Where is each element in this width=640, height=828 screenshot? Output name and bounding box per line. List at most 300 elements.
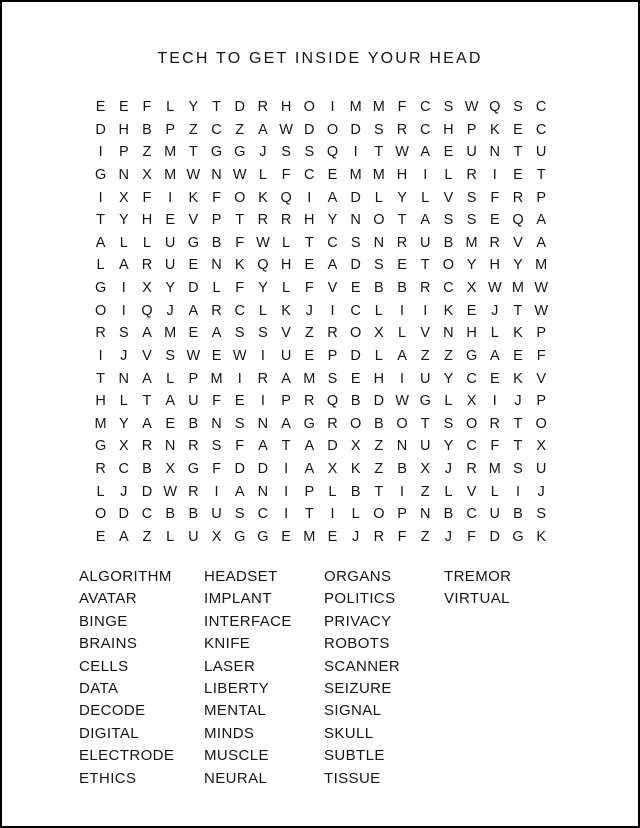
grid-letter: L (282, 234, 291, 251)
grid-letter: D (350, 121, 361, 138)
grid-letter: M (164, 325, 177, 342)
grid-letter: P (536, 325, 546, 342)
word-item: ORGANS (324, 568, 392, 585)
grid-letter: U (466, 144, 477, 161)
grid-letter: X (466, 280, 477, 296)
grid-letter: R (396, 234, 408, 251)
grid-letter: S (443, 212, 454, 229)
grid-letter: C (350, 302, 361, 319)
grid-letter: N (396, 438, 408, 455)
grid-letter: I (214, 483, 219, 500)
grid-letter: P (211, 212, 222, 229)
grid-letter: M (164, 166, 177, 183)
word-item: ELECTRODE (79, 747, 175, 765)
grid-letter: I (98, 347, 103, 364)
word-item: INTERFACE (204, 612, 292, 630)
grid-letter: N (489, 144, 501, 161)
grid-letter: C (466, 370, 477, 387)
word-item: HEADSET (204, 568, 278, 585)
grid-letter: S (118, 325, 129, 342)
grid-letter: I (284, 483, 289, 500)
grid-letter: T (513, 302, 523, 319)
grid-letter: A (118, 257, 129, 274)
grid-letter: T (281, 438, 291, 455)
grid-letter: O (535, 415, 547, 432)
grid-letter: F (212, 189, 221, 206)
grid-letter: R (188, 438, 199, 455)
grid-letter: B (188, 506, 199, 523)
grid-letter: S (234, 325, 245, 342)
word-list-column-1 (79, 566, 204, 790)
grid-letter: T (374, 144, 384, 161)
grid-letter: S (374, 121, 384, 138)
letter-grid (89, 96, 553, 549)
grid-letter: V (466, 483, 477, 500)
puzzle-title: TECH TO GET INSIDE YOUR HEAD (157, 50, 483, 67)
grid-letter: N (373, 234, 385, 251)
grid-letter: E (304, 257, 315, 274)
grid-letter: U (419, 438, 431, 455)
grid-letter: R (327, 415, 338, 432)
grid-letter: W (256, 234, 270, 251)
grid-letter: N (211, 166, 222, 183)
grid-letter: F (212, 461, 221, 477)
grid-letter: E (211, 347, 222, 364)
grid-letter: W (232, 166, 247, 183)
grid-letter: S (466, 189, 477, 206)
grid-letter: I (98, 144, 103, 161)
grid-letter: U (419, 234, 431, 251)
grid-letter: X (536, 438, 546, 455)
grid-letter: C (535, 99, 547, 115)
grid-letter: O (326, 121, 339, 138)
grid-letter: A (420, 212, 431, 229)
grid-letter: M (511, 280, 525, 296)
grid-letter: T (397, 212, 407, 229)
grid-letter: I (492, 393, 497, 410)
grid-letter: F (490, 438, 500, 455)
grid-letter: E (118, 99, 129, 115)
grid-letter: D (489, 528, 501, 545)
grid-letter: C (234, 302, 245, 319)
grid-letter: P (327, 347, 338, 364)
grid-letter: S (327, 370, 338, 387)
grid-letter: H (280, 257, 292, 274)
grid-letter: L (397, 325, 407, 342)
grid-letter: T (188, 144, 198, 161)
grid-letter: T (304, 506, 314, 523)
grid-letter: A (118, 528, 129, 545)
grid-letter: A (258, 438, 268, 455)
grid-letter: H (466, 325, 477, 342)
grid-letter: G (234, 144, 246, 161)
grid-letter: O (442, 257, 455, 274)
grid-letter: S (466, 212, 477, 229)
grid-letter: I (168, 189, 173, 206)
grid-letter: L (374, 302, 383, 319)
grid-letter: Z (420, 347, 430, 364)
grid-letter: A (304, 438, 315, 455)
grid-letter: C (443, 280, 454, 296)
grid-letter: O (396, 415, 408, 432)
grid-letter: S (350, 234, 361, 251)
grid-letter: D (350, 257, 361, 274)
grid-letter: R (466, 166, 477, 183)
grid-letter: E (489, 370, 500, 387)
grid-letter: R (396, 121, 408, 138)
grid-letter: N (118, 370, 130, 387)
grid-letter: T (513, 438, 523, 455)
grid-letter: E (466, 302, 477, 319)
grid-letter: X (118, 189, 129, 206)
word-item: IMPLANT (204, 590, 272, 608)
grid-letter: W (279, 121, 293, 138)
grid-letter: T (420, 415, 430, 432)
grid-letter: R (141, 257, 153, 274)
grid-letter: R (373, 528, 385, 545)
grid-letter: I (330, 99, 335, 115)
grid-letter: T (96, 212, 106, 229)
grid-letter: W (186, 347, 201, 364)
grid-letter: Y (466, 257, 477, 274)
grid-letter: L (374, 189, 383, 206)
grid-letter: O (465, 415, 478, 432)
grid-letter: P (118, 144, 129, 161)
grid-letter: Z (420, 483, 430, 500)
grid-letter: N (257, 483, 269, 500)
grid-letter: F (490, 189, 500, 206)
grid-letter: S (234, 506, 245, 523)
grid-letter: Q (141, 302, 153, 319)
grid-letter: I (330, 302, 335, 319)
grid-letter: L (166, 370, 175, 387)
grid-letter: C (304, 166, 315, 183)
grid-letter: B (513, 506, 523, 523)
word-item: ALGORITHM (79, 568, 172, 585)
grid-letter: O (350, 415, 362, 432)
grid-letter: D (350, 347, 361, 364)
grid-letter: U (211, 506, 222, 523)
grid-letter: F (536, 347, 546, 364)
grid-letter: T (374, 483, 384, 500)
grid-letter: A (165, 393, 175, 410)
word-item: LIBERTY (204, 679, 270, 697)
grid-letter: L (328, 483, 337, 500)
grid-letter: I (423, 166, 428, 183)
grid-letter: M (349, 166, 362, 183)
word-item: DIGITAL (79, 724, 140, 742)
grid-letter: J (120, 483, 128, 500)
grid-letter: D (188, 280, 199, 296)
grid-letter: M (94, 415, 107, 432)
grid-letter: B (397, 461, 407, 477)
grid-letter: G (257, 528, 269, 545)
grid-letter: A (420, 144, 431, 161)
grid-letter: H (118, 121, 130, 138)
grid-letter: Z (374, 461, 384, 477)
grid-letter: B (374, 280, 384, 296)
grid-letter: I (284, 461, 289, 477)
grid-letter: T (513, 415, 523, 432)
grid-letter: R (466, 461, 477, 477)
grid-letter: S (374, 257, 384, 274)
grid-letter: O (350, 325, 362, 342)
grid-letter: I (98, 189, 103, 206)
grid-letter: C (327, 234, 338, 251)
grid-letter: M (349, 99, 362, 115)
word-item: BRAINS (79, 635, 138, 653)
grid-letter: B (350, 393, 361, 410)
grid-letter: K (188, 189, 199, 206)
grid-letter: M (535, 257, 548, 274)
grid-letter: W (395, 144, 409, 161)
grid-letter: R (257, 99, 269, 115)
grid-letter: R (95, 461, 106, 477)
grid-letter: F (235, 438, 245, 455)
grid-letter: A (188, 302, 199, 319)
grid-letter: L (421, 189, 430, 206)
grid-letter: D (304, 121, 315, 138)
grid-letter: K (350, 461, 361, 477)
grid-letter: B (397, 280, 407, 296)
grid-letter: W (464, 99, 479, 115)
grid-letter: O (94, 302, 107, 319)
word-item: PRIVACY (324, 612, 392, 630)
grid-letter: I (237, 370, 242, 387)
grid-letter: X (142, 280, 152, 296)
grid-letter: F (235, 234, 245, 251)
grid-letter: V (513, 234, 523, 251)
grid-letter: E (327, 528, 338, 545)
grid-letter: A (327, 257, 338, 274)
grid-letter: S (281, 144, 291, 161)
grid-letter: U (164, 234, 176, 251)
grid-letter: J (352, 528, 360, 545)
grid-letter: G (187, 461, 199, 477)
grid-letter: W (186, 166, 201, 183)
grid-letter: L (258, 166, 267, 183)
grid-letter: Q (512, 212, 524, 229)
grid-letter: E (281, 528, 291, 545)
grid-letter: S (513, 461, 523, 477)
grid-letter: T (536, 166, 546, 183)
grid-letter: X (327, 461, 338, 477)
grid-letter: A (536, 234, 546, 251)
grid-letter: O (94, 506, 107, 523)
grid-letter: Q (326, 144, 339, 161)
grid-letter: G (94, 166, 107, 183)
grid-letter: Y (188, 99, 199, 115)
grid-letter: I (353, 144, 358, 161)
grid-letter: V (142, 347, 152, 364)
grid-letter: I (423, 302, 428, 319)
grid-letter: R (489, 234, 501, 251)
grid-letter: E (443, 144, 454, 161)
grid-letter: J (305, 302, 313, 319)
grid-letter: V (443, 189, 454, 206)
grid-letter: R (280, 212, 292, 229)
grid-letter: G (465, 347, 478, 364)
grid-letter: E (513, 166, 523, 183)
grid-letter: S (211, 438, 222, 455)
word-item: DECODE (79, 702, 146, 720)
grid-letter: B (211, 234, 222, 251)
grid-letter: W (395, 393, 409, 410)
grid-letter: E (165, 212, 175, 229)
grid-letter: E (489, 212, 500, 229)
grid-letter: H (141, 212, 153, 229)
word-item: DATA (79, 679, 119, 697)
grid-letter: N (257, 415, 269, 432)
grid-letter: P (536, 393, 546, 410)
grid-letter: K (513, 325, 523, 342)
grid-letter: I (260, 393, 265, 410)
grid-letter: T (96, 370, 106, 387)
word-item: LASER (204, 657, 256, 675)
grid-letter: C (118, 461, 130, 477)
grid-letter: C (535, 121, 547, 138)
grid-letter: E (513, 347, 523, 364)
grid-letter: L (96, 257, 105, 274)
grid-letter: A (95, 234, 106, 251)
grid-letter: L (374, 347, 383, 364)
grid-letter: D (234, 99, 245, 115)
word-item: NEURAL (204, 769, 268, 787)
grid-letter: D (257, 461, 269, 477)
grid-letter: L (490, 483, 499, 500)
grid-letter: D (350, 189, 361, 206)
word-item: ETHICS (79, 769, 137, 787)
grid-letter: R (95, 325, 106, 342)
grid-letter: Q (489, 99, 501, 115)
grid-letter: J (514, 393, 522, 410)
grid-letter: M (372, 166, 385, 183)
grid-letter: L (212, 280, 221, 296)
grid-letter: J (259, 144, 267, 161)
grid-letter: L (258, 302, 267, 319)
grid-letter: S (304, 144, 315, 161)
grid-letter: E (397, 257, 407, 274)
grid-letter: E (188, 325, 199, 342)
grid-letter: B (374, 415, 384, 432)
grid-letter: L (444, 483, 453, 500)
grid-letter: R (489, 415, 501, 432)
grid-letter: R (512, 189, 524, 206)
grid-letter: R (257, 370, 269, 387)
grid-letter: I (284, 506, 289, 523)
grid-letter: E (234, 393, 245, 410)
word-item: MUSCLE (204, 747, 269, 765)
grid-letter: Q (257, 257, 269, 274)
grid-letter: I (121, 280, 126, 296)
grid-letter: D (141, 483, 153, 500)
grid-letter: X (165, 461, 175, 477)
grid-letter: C (419, 99, 431, 115)
grid-letter: Z (420, 528, 430, 545)
grid-letter: A (281, 370, 291, 387)
grid-letter: L (96, 483, 105, 500)
grid-letter: X (142, 166, 152, 183)
grid-letter: L (119, 234, 128, 251)
grid-letter: X (466, 393, 477, 410)
grid-letter: X (374, 325, 384, 342)
grid-letter: Q (280, 189, 292, 206)
grid-letter: C (257, 506, 269, 523)
grid-letter: J (444, 528, 453, 545)
grid-letter: Z (443, 347, 453, 364)
grid-letter: E (513, 121, 523, 138)
grid-letter: I (307, 189, 312, 206)
word-list-column-2 (204, 566, 324, 790)
grid-letter: Y (443, 438, 454, 455)
grid-letter: I (400, 483, 405, 500)
grid-letter: G (210, 144, 223, 161)
grid-letter: Y (118, 415, 129, 432)
grid-letter: B (188, 415, 199, 432)
grid-letter: H (489, 257, 501, 274)
grid-letter: S (258, 325, 268, 342)
grid-letter: D (95, 121, 106, 138)
grid-letter: A (142, 415, 152, 432)
grid-letter: I (400, 370, 405, 387)
grid-letter: L (490, 325, 499, 342)
grid-letter: M (210, 370, 223, 387)
grid-letter: H (443, 121, 454, 138)
grid-letter: T (513, 144, 523, 161)
grid-letter: P (397, 506, 407, 523)
grid-letter: M (164, 144, 177, 161)
grid-letter: B (443, 234, 454, 251)
grid-letter: O (373, 212, 385, 229)
word-item: VIRTUAL (444, 590, 510, 608)
grid-letter: I (260, 347, 265, 364)
grid-letter: O (373, 506, 385, 523)
word-list-column-4 (444, 566, 554, 611)
grid-letter: J (120, 347, 128, 364)
grid-letter: E (165, 415, 175, 432)
grid-letter: A (234, 483, 245, 500)
word-item: CELLS (79, 657, 129, 675)
grid-letter: I (492, 166, 497, 183)
grid-letter: C (466, 506, 477, 523)
grid-letter: F (467, 528, 477, 545)
grid-letter: T (420, 257, 430, 274)
grid-letter: G (419, 393, 431, 410)
word-item: SCANNER (324, 657, 401, 675)
grid-letter: P (165, 121, 175, 138)
grid-letter: F (397, 99, 407, 115)
grid-letter: V (281, 325, 291, 342)
grid-letter: F (397, 528, 407, 545)
grid-letter: S (443, 99, 454, 115)
grid-letter: P (304, 483, 315, 500)
grid-letter: W (534, 302, 548, 319)
grid-letter: E (304, 347, 315, 364)
grid-letter: L (282, 280, 291, 296)
grid-letter: W (163, 483, 177, 500)
grid-letter: R (211, 302, 222, 319)
grid-letter: V (188, 212, 199, 229)
grid-letter: Z (142, 528, 152, 545)
word-item: BINGE (79, 612, 128, 630)
grid-letter: Z (235, 121, 245, 138)
grid-letter: P (466, 121, 477, 138)
grid-letter: A (142, 325, 152, 342)
grid-letter: B (165, 506, 175, 523)
grid-letter: B (443, 506, 454, 523)
grid-letter: G (94, 280, 107, 296)
word-item: SIGNAL (324, 702, 382, 720)
